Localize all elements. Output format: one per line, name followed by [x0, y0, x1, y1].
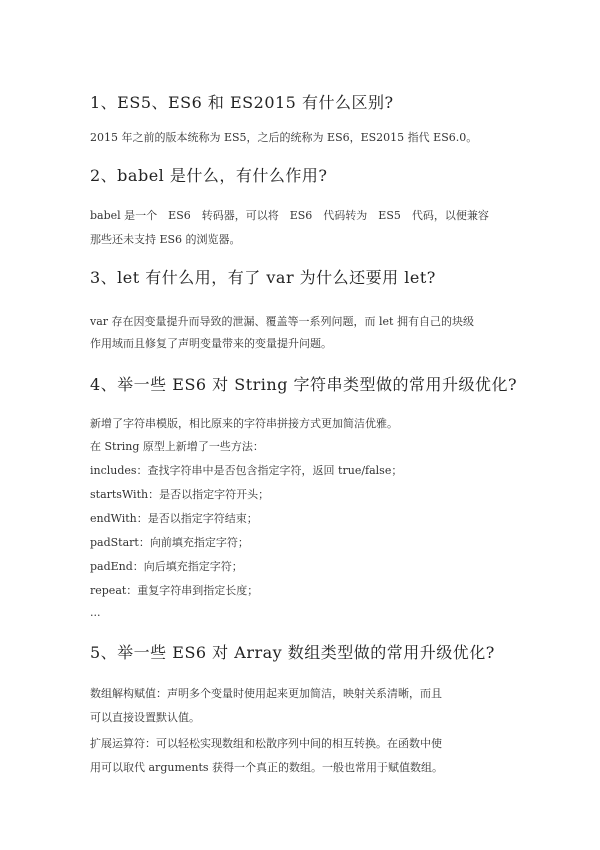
paragraph-4-line-1: 新增了字符串模版，相比原来的字符串拼接方式更加简洁优雅。 — [90, 417, 398, 430]
paragraph-1-line-1: 2015 年之前的版本统称为 ES5，之后的统称为 ES6，ES2015 指代 ES6.0。 — [90, 131, 478, 144]
paragraph-4-line-5: endWith：是否以指定字符结束； — [90, 512, 258, 525]
paragraph-5-line-2: 可以直接设置默认值。 — [90, 711, 200, 724]
paragraph-5-line-4: 用可以取代 arguments 获得一个真正的数组。一般也常用于赋值数组。 — [90, 761, 444, 774]
heading-3: 3、let 有什么用，有了 var 为什么还要用 let? — [90, 268, 436, 287]
heading-2: 2、babel 是什么，有什么作用? — [90, 166, 328, 185]
paragraph-5-line-3: 扩展运算符：可以轻松实现数组和松散序列中间的相互转换。在函数中使 — [90, 737, 442, 750]
paragraph-4-line-6: padStart：向前填充指定字符； — [90, 536, 249, 549]
heading-5: 5、举一些 ES6 对 Array 数组类型做的常用升级优化? — [90, 643, 495, 662]
heading-4: 4、举一些 ES6 对 String 字符串类型做的常用升级优化? — [90, 375, 518, 394]
paragraph-4-line-7: padEnd：向后填充指定字符； — [90, 560, 243, 573]
paragraph-3-line-1: var 存在因变量提升而导致的泄漏、覆盖等一系列问题，而 let 拥有自己的块级 — [90, 315, 474, 328]
paragraph-4-line-9: ... — [90, 606, 101, 619]
paragraph-5-line-1: 数组解构赋值：声明多个变量时使用起来更加简洁，映射关系清晰，而且 — [90, 687, 442, 700]
paragraph-4-line-4: startsWith：是否以指定字符开头； — [90, 488, 270, 501]
paragraph-2-line-2: 那些还未支持 ES6 的浏览器。 — [90, 233, 241, 246]
paragraph-4-line-8: repeat：重复字符串到指定长度； — [90, 584, 259, 597]
paragraph-4-line-2: 在 String 原型上新增了一些方法： — [90, 440, 264, 453]
paragraph-4-line-3: includes：查找字符串中是否包含指定字符，返回 true/false； — [90, 464, 403, 477]
heading-1: 1、ES5、ES6 和 ES2015 有什么区别? — [90, 93, 394, 112]
paragraph-2-line-1: babel 是一个 ES6 转码器，可以将 ES6 代码转为 ES5 代码，以便兼容 — [90, 209, 489, 222]
paragraph-3-line-2: 作用域而且修复了声明变量带来的变量提升问题。 — [90, 337, 332, 350]
